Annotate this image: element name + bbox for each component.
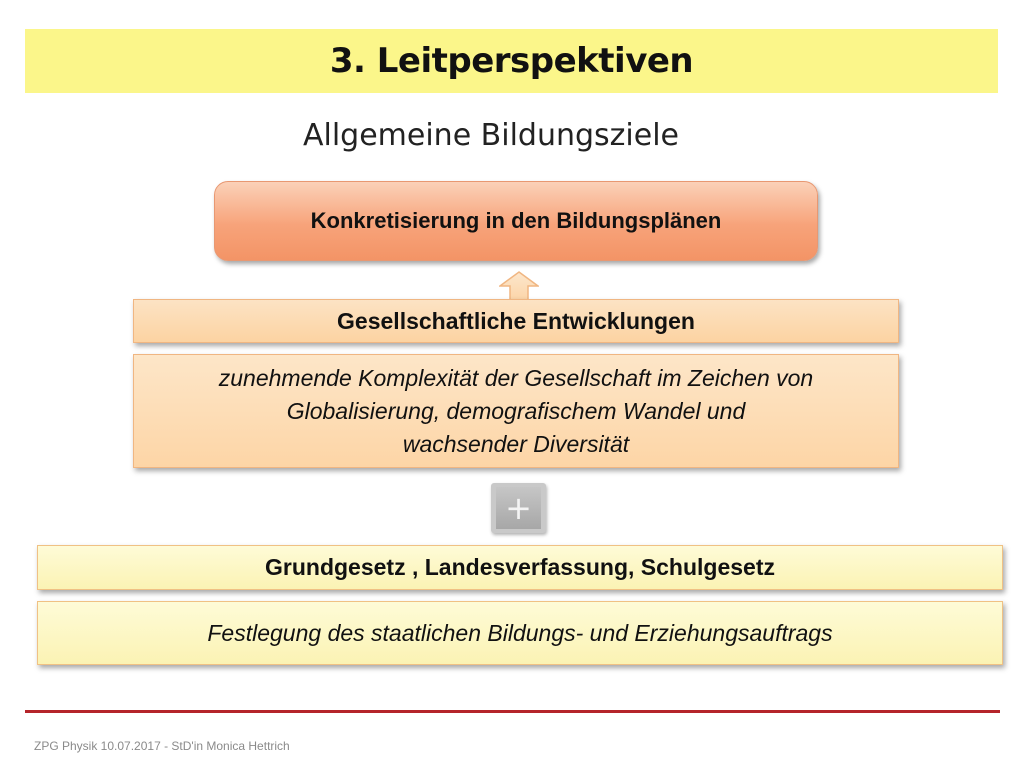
gesellschaft-heading: Gesellschaftliche Entwicklungen [337, 307, 695, 334]
grundgesetz-text: Festlegung des staatlichen Bildungs- und Erziehungsauftrags [207, 619, 833, 646]
gesellschaft-text: zunehmende Komplexität der Gesellschaft im Zeichen von Globalisierung, demografischem Wandel und wachsender Diversität [218, 364, 814, 457]
grundgesetz-heading-box [37, 545, 1003, 590]
konkretisierung-label: Konkretisierung in den Bildungsplänen [310, 208, 722, 233]
grundgesetz-text-box [37, 601, 1003, 665]
footer-divider [25, 710, 1000, 713]
grundgesetz-heading: Grundgesetz , Landesverfassung, Schulgesetz [265, 554, 775, 580]
slide-title: 3. Leitperspektiven [329, 41, 694, 81]
title-bar [25, 29, 998, 93]
plus-icon [491, 483, 546, 533]
plus-glyph: + [496, 487, 541, 529]
gesellschaft-heading-box [133, 299, 899, 343]
konkretisierung-box [214, 181, 818, 261]
gesellschaft-text-box [133, 354, 899, 468]
footer-text: ZPG Physik 10.07.2017 - StD'in Monica Hettrich [34, 739, 290, 753]
slide-subtitle: Allgemeine Bildungsziele [302, 118, 680, 153]
